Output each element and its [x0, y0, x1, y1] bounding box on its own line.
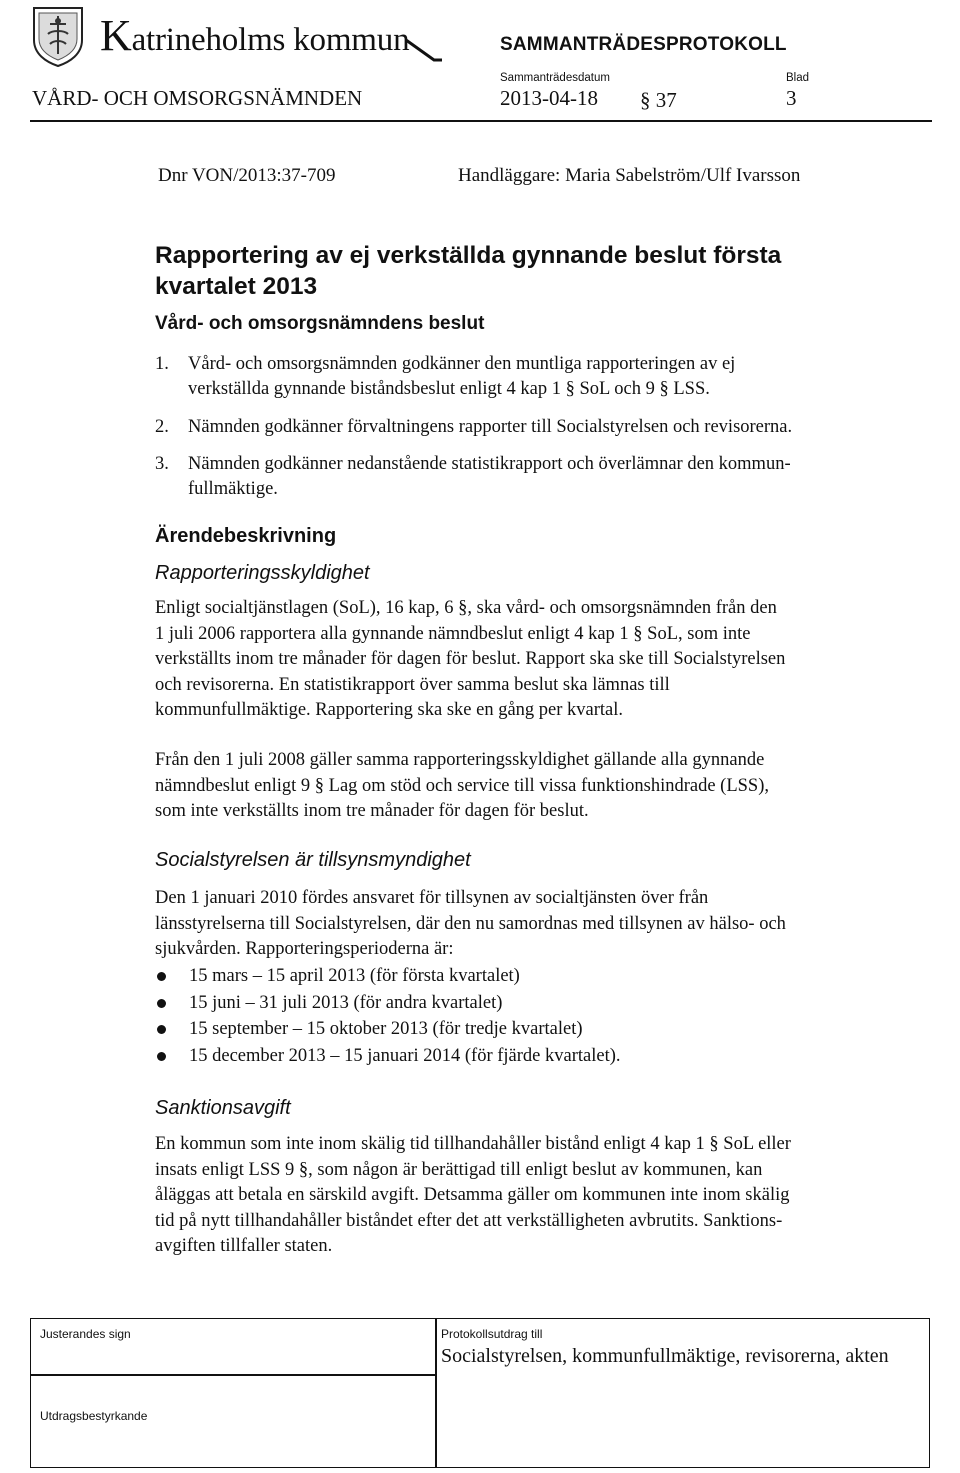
- page-label: Blad: [786, 72, 810, 84]
- decision-item: [155, 352, 915, 402]
- section-number: § 37: [640, 88, 677, 112]
- list-item: [155, 1043, 915, 1070]
- period-text: 15 september – 15 oktober 2013 (för tredje kvartalet): [189, 1019, 583, 1039]
- list-item: [155, 963, 915, 990]
- utdragsbestyrkande-label: Utdragsbestyrkande: [40, 1409, 148, 1423]
- list-item: [155, 990, 915, 1017]
- subheading-supervisory-authority: Socialstyrelsen är tillsynsmyndighet: [155, 849, 471, 871]
- paragraph-line: insats enligt LSS 9 §, som någon är berättigad till enligt beslut av kommunen, kan: [155, 1159, 763, 1180]
- paragraph-line: En kommun som inte inom skälig tid tillhandahåller bistånd enligt 4 kap 1 § SoL eller: [155, 1134, 791, 1154]
- description-heading: Ärendebeskrivning: [155, 525, 337, 547]
- document-type: SAMMANTRÄDESPROTOKOLL: [500, 34, 787, 55]
- paragraph-line: Från den 1 juli 2008 gäller samma rapporteringsskyldighet gällande alla gynnande: [155, 750, 765, 770]
- signature-box: [30, 1318, 930, 1468]
- municipality-name-rest: atrineholms kommun: [131, 22, 410, 58]
- footer-divider: [31, 1374, 435, 1376]
- paragraph-line: Den 1 januari 2010 fördes ansvaret för tillsynen av socialtjänsten över från: [155, 888, 709, 908]
- period-text: 15 juni – 31 juli 2013 (för andra kvartalet): [189, 992, 503, 1013]
- decision-item-number: 3.: [155, 454, 169, 474]
- page-title: [155, 240, 875, 302]
- period-text: 15 december 2013 – 15 januari 2014 (för fjärde kvartalet).: [189, 1045, 621, 1066]
- title-line: Rapportering av ej verkställda gynnande beslut första: [155, 242, 782, 269]
- municipality-initial: K: [100, 11, 132, 60]
- paragraph-line: 1 juli 2006 rapportera alla gynnande nämndbeslut enligt 4 kap 1 § SoL, som inte: [155, 623, 751, 644]
- municipality-crest-icon: [30, 4, 86, 68]
- title-line: kvartalet 2013: [155, 273, 318, 300]
- paragraph-line: kommunfullmäktige. Rapportering ska ske en gång per kvartal.: [155, 700, 624, 720]
- page-number: 3: [786, 86, 797, 110]
- decision-item-line: verkställda gynnande biståndsbeslut enligt 4 kap 1 § SoL och 9 § LSS.: [188, 379, 710, 399]
- paragraph-line: länsstyrelserna till Socialstyrelsen, där den nu samordnas med tillsynen av hälso- och: [155, 913, 786, 934]
- decision-item-number: 1.: [155, 354, 169, 374]
- decision-item-number: 2.: [155, 417, 169, 437]
- subheading-sanction-fee: Sanktionsavgift: [155, 1097, 291, 1119]
- decision-item: [155, 415, 915, 440]
- case-officers: Handläggare: Maria Sabelström/Ulf Ivarsson: [458, 165, 801, 186]
- bullet-icon: [157, 1025, 166, 1034]
- paragraph-supervision: [155, 886, 915, 963]
- subheading-reporting-duty: Rapporteringsskyldighet: [155, 562, 370, 584]
- decision-item-line: Nämnden godkänner förvaltningens rapporter till Socialstyrelsen och revisorerna.: [188, 417, 793, 437]
- decision-item-line: fullmäktige.: [188, 479, 278, 499]
- period-text: 15 mars – 15 april 2013 (för första kvartalet): [189, 966, 520, 986]
- paragraph-lss: [155, 748, 915, 825]
- bullet-icon: [157, 1052, 166, 1061]
- paragraph-line: Enligt socialtjänstlagen (SoL), 16 kap, 6 §, ska vård- och omsorgsnämnden från den: [155, 598, 777, 618]
- paragraph-reporting-duty: [155, 596, 915, 724]
- decision-item-line: Vård- och omsorgsnämnden godkänner den muntliga rapporteringen av ej: [188, 354, 736, 374]
- paragraph-line: sjukvården. Rapporteringsperioderna är:: [155, 939, 454, 959]
- paragraph-line: avgiften tillfaller staten.: [155, 1236, 333, 1256]
- footer-divider: [435, 1319, 437, 1467]
- paragraph-line: verkställts inom tre månader för dagen för beslut. Rapport ska ske till Socialstyrelsen: [155, 649, 786, 669]
- case-number: Dnr VON/2013:37-709: [158, 165, 336, 186]
- committee-name: VÅRD- OCH OMSORGSNÄMNDEN: [32, 86, 363, 110]
- bullet-icon: [157, 972, 166, 981]
- decision-item-line: Nämnden godkänner nedanstående statistikrapport och överlämnar den kommun-: [188, 454, 791, 474]
- bullet-icon: [157, 999, 166, 1008]
- paragraph-line: nämndbeslut enligt 9 § Lag om stöd och service till vissa funktionshindrade (LSS),: [155, 775, 770, 796]
- protokollsutdrag-recipients: Socialstyrelsen, kommunfullmäktige, revisorerna, akten: [441, 1345, 889, 1367]
- meeting-date: 2013-04-18: [500, 86, 598, 110]
- list-item: [155, 1016, 915, 1043]
- decision-item: [155, 452, 915, 502]
- decision-heading: Vård- och omsorgsnämndens beslut: [155, 313, 485, 334]
- paragraph-line: som inte verkställts inom tre månader för dagen för beslut.: [155, 801, 589, 821]
- paragraph-sanction-fee: [155, 1132, 915, 1260]
- municipality-name: [100, 10, 409, 61]
- justerandes-sign-label: Justerandes sign: [40, 1327, 131, 1341]
- logo-swoosh-icon: [404, 36, 444, 62]
- paragraph-line: och revisorerna. En statistikrapport över samma beslut ska lämnas till: [155, 674, 670, 695]
- date-label: Sammanträdesdatum: [500, 72, 610, 84]
- header-divider: [30, 120, 932, 122]
- paragraph-line: tid på nytt tillhandahåller biståndet efter det att verkställigheten avbrutits. Sanktions-: [155, 1210, 783, 1231]
- protokollsutdrag-label: Protokollsutdrag till: [441, 1327, 543, 1341]
- reporting-periods-list: [155, 963, 915, 1069]
- paragraph-line: åläggas att betala en särskild avgift. Detsamma gäller om kommunen inte inom skälig: [155, 1185, 790, 1205]
